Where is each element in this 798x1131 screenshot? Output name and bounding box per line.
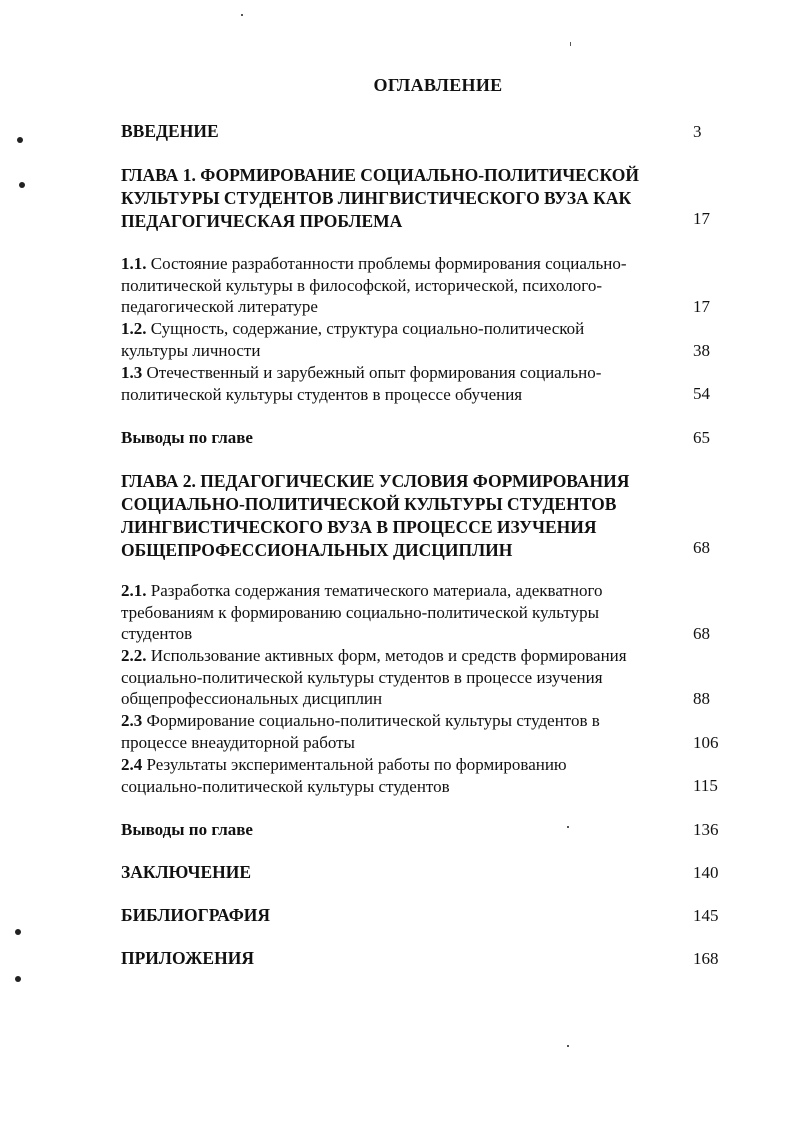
toc-entry-chapter-1[interactable] <box>121 164 639 233</box>
toc-entry-line: культуры личности <box>121 340 261 360</box>
toc-entry-label: БИБЛИОГРАФИЯ <box>121 905 270 925</box>
toc-entry-section-2-2[interactable] <box>121 645 627 710</box>
section-number: 2.1. <box>121 581 147 600</box>
toc-entry-line: ГЛАВА 1. ФОРМИРОВАНИЕ СОЦИАЛЬНО-ПОЛИТИЧЕСКОЙ <box>121 165 639 185</box>
toc-entry-line: Сущность, содержание, структура социально-политической <box>146 319 585 338</box>
section-number: 1.3 <box>121 363 143 382</box>
toc-entry-line: Результаты экспериментальной работы по формированию <box>142 755 567 774</box>
toc-entry-section-1-1[interactable] <box>121 253 627 318</box>
toc-entry-line: социально-политической культуры студентов <box>121 776 450 796</box>
toc-page-number: 17 <box>693 297 710 316</box>
toc-entry-line: педагогической литературе <box>121 297 318 317</box>
toc-entry-label: ЗАКЛЮЧЕНИЕ <box>121 862 252 882</box>
toc-entry-line: общепрофессиональных дисциплин <box>121 689 383 709</box>
toc-entry-label: ПРИЛОЖЕНИЯ <box>121 948 254 968</box>
toc-entry-label: Выводы по главе <box>121 820 253 839</box>
scan-speck <box>241 14 243 16</box>
toc-entry-line: ГЛАВА 2. ПЕДАГОГИЧЕСКИЕ УСЛОВИЯ ФОРМИРОВАНИЯ <box>121 471 630 491</box>
toc-entry-section-2-3[interactable] <box>121 710 600 753</box>
toc-entry-section-1-3[interactable] <box>121 362 601 405</box>
toc-page-number: 17 <box>693 209 710 228</box>
toc-entry-line: студентов <box>121 624 193 644</box>
toc-page-number: 168 <box>693 949 719 968</box>
toc-page-number: 145 <box>693 906 719 925</box>
toc-entry-bibliography[interactable] <box>121 904 270 927</box>
section-number: 2.2. <box>121 646 147 665</box>
toc-entry-line: политической культуры в философской, исторической, психолого- <box>121 275 602 295</box>
toc-entry-section-2-1[interactable] <box>121 580 603 645</box>
page-title: ОГЛАВЛЕНИЕ <box>373 75 503 95</box>
toc-page-number: 68 <box>693 624 710 643</box>
toc-entry-conclusions-2[interactable] <box>121 818 253 841</box>
toc-entry-line: КУЛЬТУРЫ СТУДЕНТОВ ЛИНГВИСТИЧЕСКОГО ВУЗА КАК <box>121 188 632 208</box>
binding-mark <box>19 182 25 188</box>
toc-entry-conclusion[interactable] <box>121 861 251 884</box>
toc-entry-conclusions-1[interactable] <box>121 426 253 449</box>
toc-entry-chapter-2[interactable] <box>121 470 629 562</box>
toc-entry-line: политической культуры студентов в процессе обучения <box>121 384 523 404</box>
binding-mark <box>17 137 23 143</box>
toc-entry-section-1-2[interactable] <box>121 318 584 361</box>
toc-entry-line: Разработка содержания тематического материала, адекватного <box>146 581 603 600</box>
toc-page-number: 88 <box>693 689 710 708</box>
toc-entry-line: Использование активных форм, методов и средств формирования <box>146 646 627 665</box>
scan-speck <box>570 42 571 46</box>
section-number: 2.4 <box>121 755 143 774</box>
scan-speck <box>567 1045 569 1047</box>
toc-page-number: 106 <box>693 733 719 752</box>
toc-entry-line: ПЕДАГОГИЧЕСКАЯ ПРОБЛЕМА <box>121 211 403 231</box>
toc-entry-line: процессе внеаудиторной работы <box>121 732 355 752</box>
toc-page-number: 54 <box>693 384 710 403</box>
toc-entry-line: социально-политической культуры студентов в процессе изучения <box>121 667 603 687</box>
toc-page-number: 115 <box>693 776 718 795</box>
toc-page-number: 68 <box>693 538 710 557</box>
section-number: 1.2. <box>121 319 147 338</box>
toc-entry-line: требованиям к формированию социально-политической культуры <box>121 602 600 622</box>
toc-entry-line: ЛИНГВИСТИЧЕСКОГО ВУЗА В ПРОЦЕССЕ ИЗУЧЕНИЯ <box>121 517 597 537</box>
section-number: 2.3 <box>121 711 143 730</box>
scan-speck <box>567 826 569 828</box>
binding-mark <box>15 929 21 935</box>
toc-page-number: 65 <box>693 428 710 447</box>
toc-entry-line: Отечественный и зарубежный опыт формирования социально- <box>142 363 602 382</box>
toc-entry-line: ОБЩЕПРОФЕССИОНАЛЬНЫХ ДИСЦИПЛИН <box>121 540 513 560</box>
toc-entry-label: Выводы по главе <box>121 428 253 447</box>
toc-entry-intro[interactable] <box>121 120 219 143</box>
toc-page-number: 136 <box>693 820 719 839</box>
toc-entry-line: Состояние разработанности проблемы формирования социально- <box>146 254 627 273</box>
toc-entry-label: ВВЕДЕНИЕ <box>121 121 219 141</box>
toc-page-number: 3 <box>693 122 702 141</box>
section-number: 1.1. <box>121 254 147 273</box>
toc-entry-appendices[interactable] <box>121 947 254 970</box>
toc-entry-section-2-4[interactable] <box>121 754 567 797</box>
toc-page-number: 38 <box>693 341 710 360</box>
binding-mark <box>15 976 21 982</box>
toc-entry-line: Формирование социально-политической культуры студентов в <box>142 711 600 730</box>
toc-page-number: 140 <box>693 863 719 882</box>
toc-entry-line: СОЦИАЛЬНО-ПОЛИТИЧЕСКОЙ КУЛЬТУРЫ СТУДЕНТОВ <box>121 494 617 514</box>
